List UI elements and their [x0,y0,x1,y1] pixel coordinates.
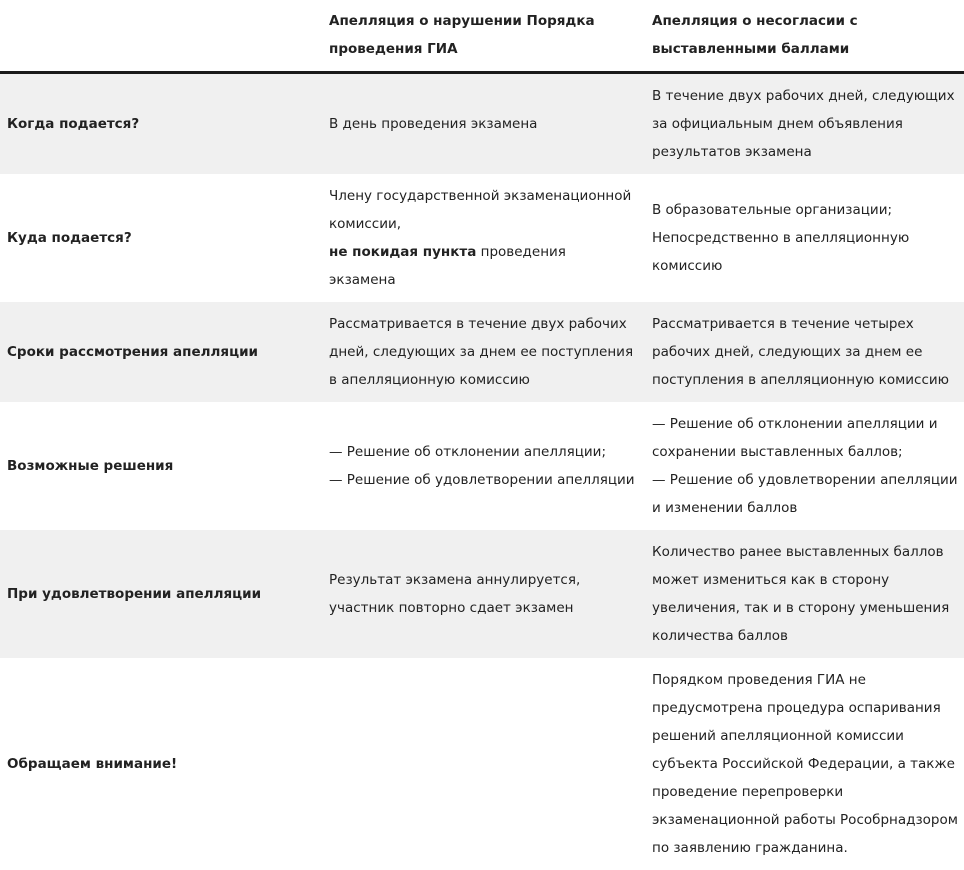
row-label: При удовлетворении апелляции [0,530,322,658]
cell-violation [322,402,644,530]
row-label: Обращаем внимание! [0,658,322,870]
header-empty-cell [0,0,322,73]
table-body [0,73,964,870]
cell-violation: Рассматривается в течение двух рабочих дней, следующих за днем ее поступления в апелляционную комиссию [322,302,644,402]
header-score-disagreement-appeal: Апелляция о несогласии с выставленными баллами [644,0,964,73]
cell-violation [322,658,644,870]
header-row [0,0,964,73]
table-row [0,302,964,402]
header-violation-appeal: Апелляция о нарушении Порядка проведения ГИА [322,0,644,73]
table-row [0,402,964,530]
cell-line: Члену государственной экзаменационной комиссии, [329,182,636,238]
cell-line [329,238,636,294]
table-row [0,658,964,870]
table-row [0,530,964,658]
cell-disagreement: Порядком проведения ГИА не предусмотрена процедура оспаривания решений апелляционной комиссии субъекта Российской Федерации, а также проведение перепроверки экзаменационной работы Рособрнадзором по заявлению гражданина. [644,658,964,870]
table-header [0,0,964,73]
cell-line: В образовательные организации; [652,196,960,224]
cell-line: — Решение об отклонении апелляции и сохранении выставленных баллов; [652,410,960,466]
bold-text: не покидая пункта [329,244,476,260]
cell-disagreement: Количество ранее выставленных баллов может измениться как в сторону увеличения, так и в сторону уменьшения количества баллов [644,530,964,658]
row-label: Когда подается? [0,73,322,175]
cell-disagreement [644,402,964,530]
cell-violation: В день проведения экзамена [322,73,644,175]
cell-line: Непосредственно в апелляционную комиссию [652,224,960,280]
cell-disagreement: В течение двух рабочих дней, следующих за официальным днем объявления результатов экзамена [644,73,964,175]
cell-violation: Результат экзамена аннулируется, участник повторно сдает экзамен [322,530,644,658]
cell-line: — Решение об удовлетворении апелляции и изменении баллов [652,466,960,522]
cell-violation [322,174,644,302]
table-row [0,73,964,175]
table-row [0,174,964,302]
row-label: Возможные решения [0,402,322,530]
row-label: Куда подается? [0,174,322,302]
cell-text: проведения экзамена [329,244,566,288]
cell-disagreement [644,174,964,302]
cell-disagreement: Рассматривается в течение четырех рабочих дней, следующих за днем ее поступления в апелляционную комиссию [644,302,964,402]
cell-line: — Решение об отклонении апелляции; [329,438,636,466]
cell-line: — Решение об удовлетворении апелляции [329,466,636,494]
row-label: Сроки рассмотрения апелляции [0,302,322,402]
